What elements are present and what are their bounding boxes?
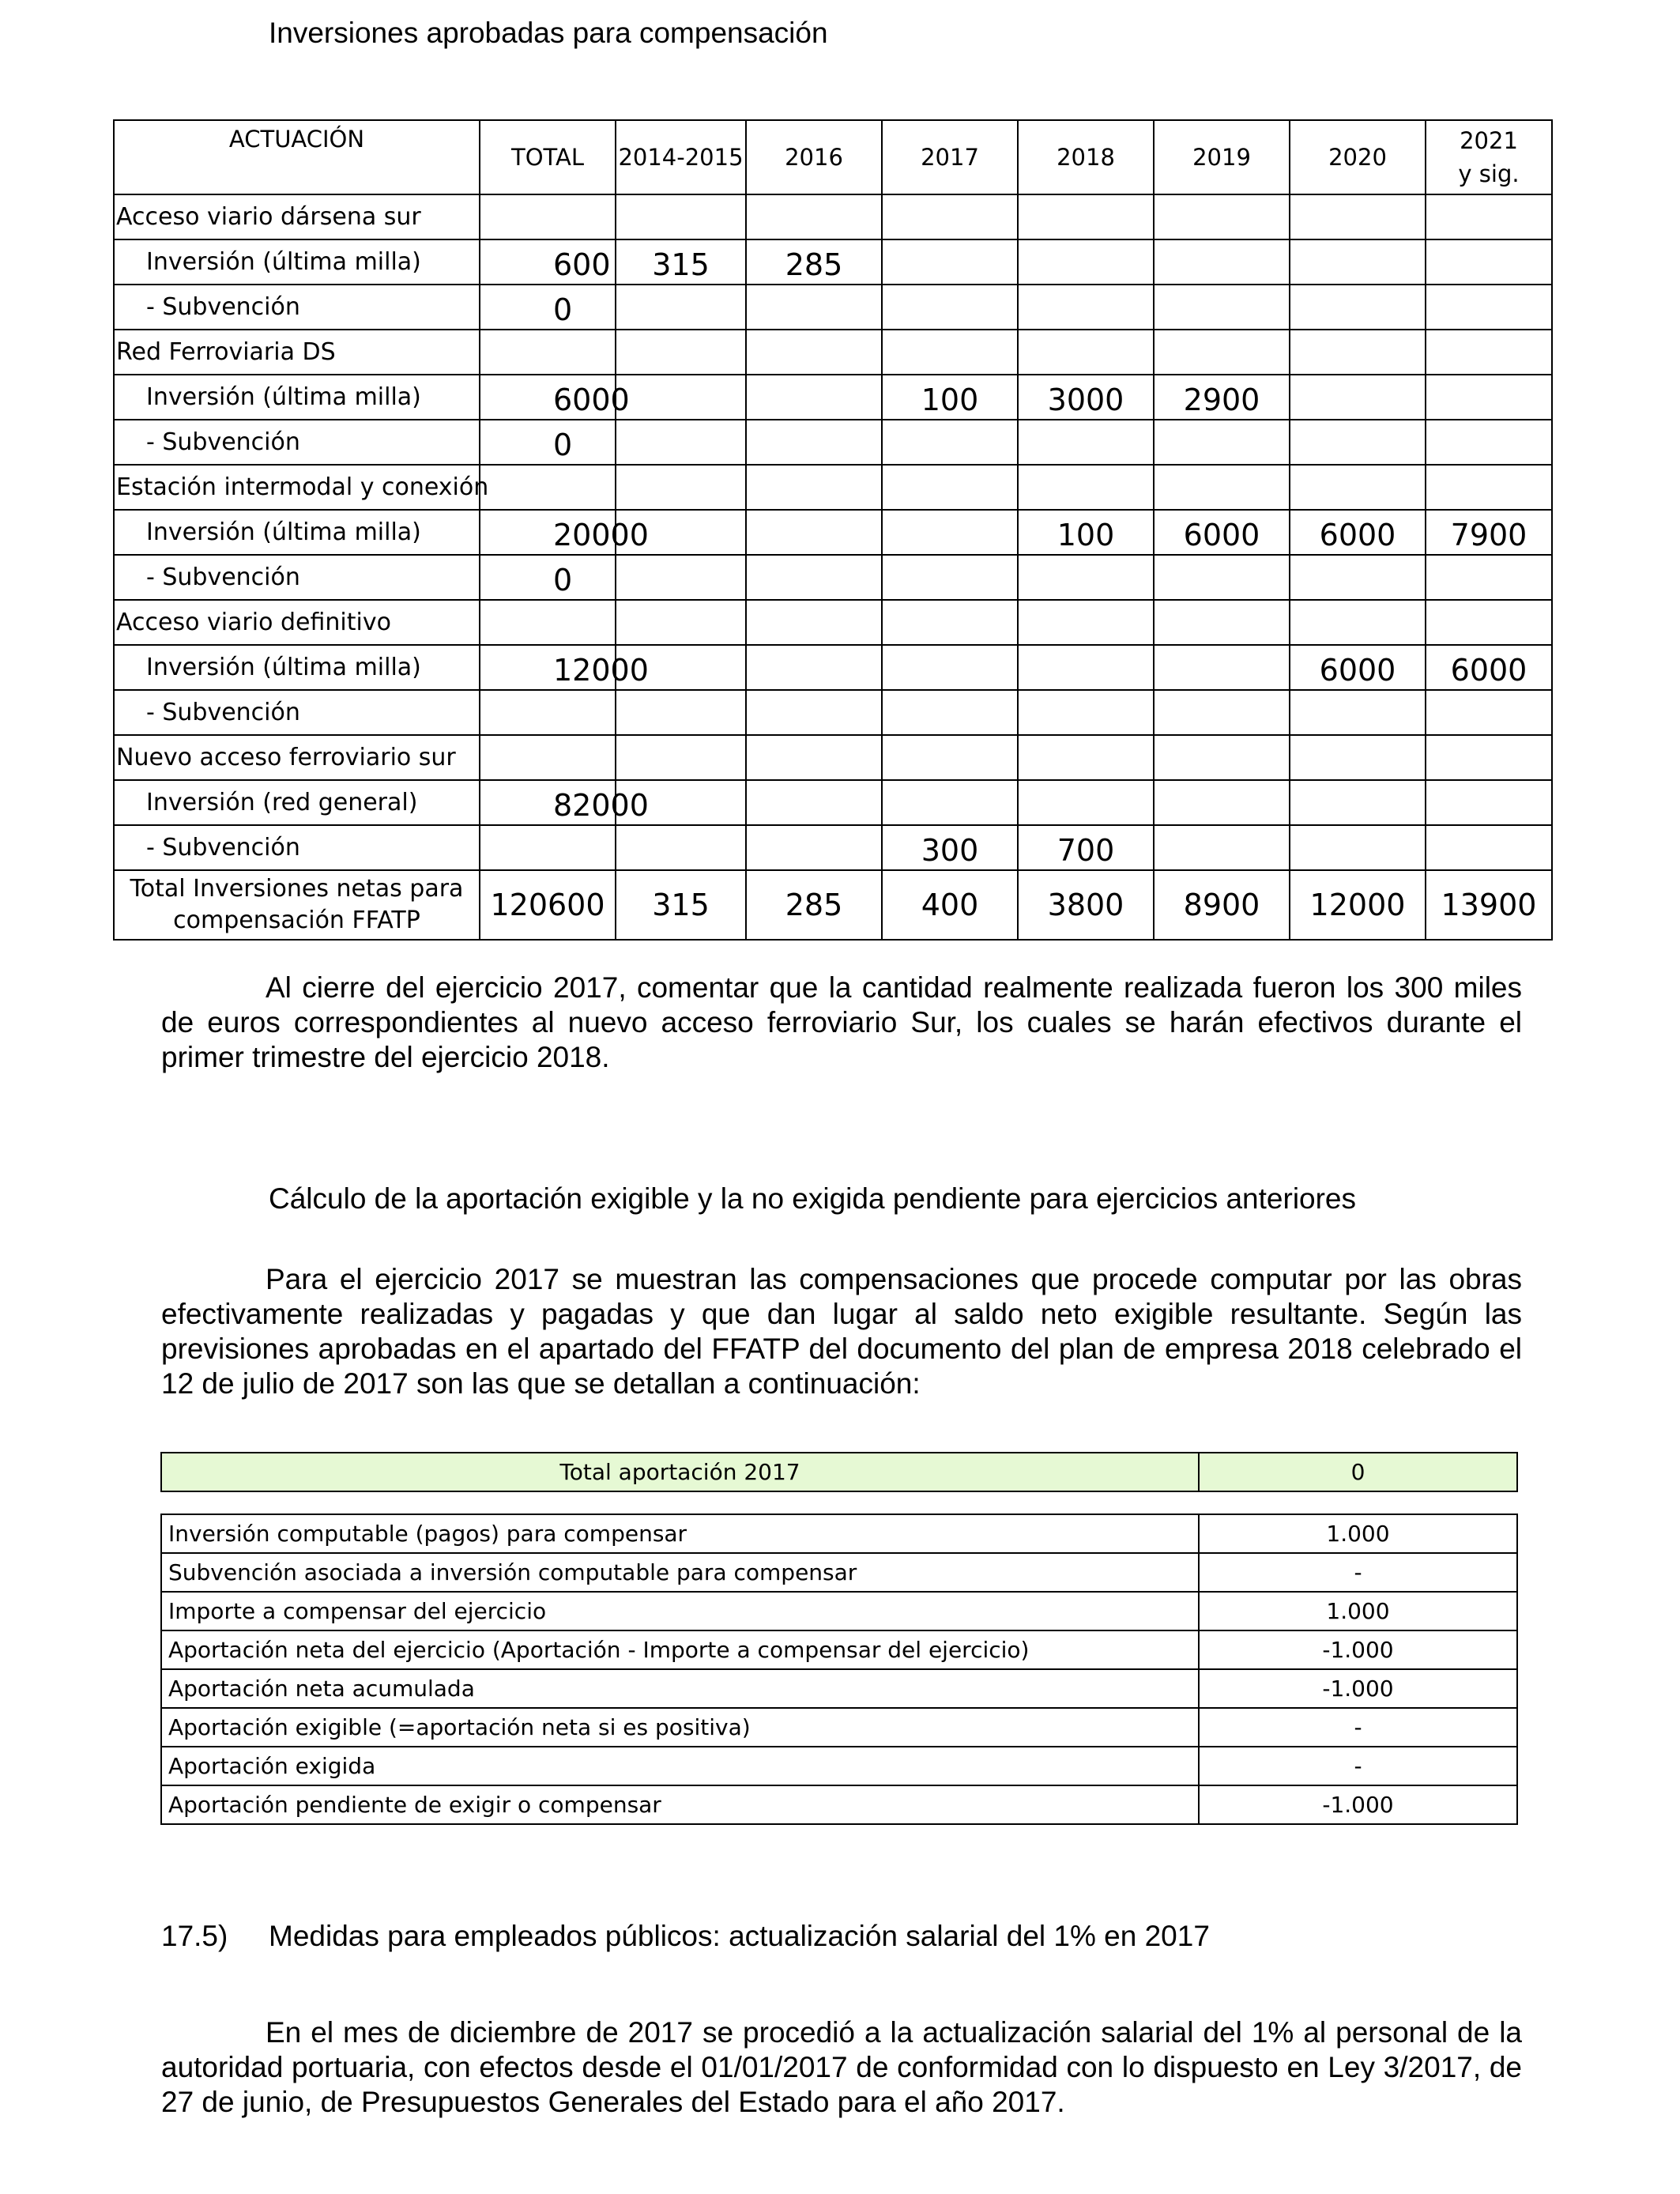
cell-value: [1426, 735, 1552, 780]
cell-value: [616, 825, 746, 870]
cell-value: [1290, 600, 1426, 645]
row-label: - Subvención: [114, 285, 480, 330]
header-2020: 2020: [1290, 120, 1426, 194]
total-value: 285: [746, 870, 882, 940]
table-row: [114, 465, 1552, 510]
total-value: 13900: [1426, 870, 1552, 940]
table-row: [114, 645, 1552, 690]
row-label: Inversión (última milla): [114, 510, 480, 555]
cell-value: [1018, 420, 1154, 465]
aportacion-value: 1.000: [1199, 1592, 1517, 1630]
aportacion-table: [160, 1514, 1518, 1825]
cell-value: [1290, 690, 1426, 735]
aportacion-value: -: [1199, 1747, 1517, 1785]
cell-value: [1426, 420, 1552, 465]
cell-value: [1018, 330, 1154, 375]
cell-value: [1018, 780, 1154, 825]
cell-value: [1154, 239, 1290, 285]
row-label: Acceso viario definitivo: [114, 600, 480, 645]
row-label: Nuevo acceso ferroviario sur: [114, 735, 480, 780]
cell-value: [882, 600, 1018, 645]
row-label: Inversión (última milla): [114, 645, 480, 690]
cell-value: [480, 690, 616, 735]
aportacion-label: Aportación exigible (=aportación neta si es positiva): [161, 1708, 1199, 1747]
row-label: - Subvención: [114, 825, 480, 870]
header-2016: 2016: [746, 120, 882, 194]
cell-value: [1290, 735, 1426, 780]
cell-value: 0: [480, 420, 616, 465]
table-row: [114, 780, 1552, 825]
cell-value: 300: [882, 825, 1018, 870]
aportacion-label: Importe a compensar del ejercicio: [161, 1592, 1199, 1630]
aportacion-label: Aportación exigida: [161, 1747, 1199, 1785]
cell-value: [1154, 645, 1290, 690]
aportacion-label: Aportación pendiente de exigir o compensar: [161, 1785, 1199, 1824]
aportacion-label: Aportación neta del ejercicio (Aportación - Importe a compensar del ejercicio): [161, 1630, 1199, 1669]
cell-value: [1426, 555, 1552, 600]
cell-value: [1018, 285, 1154, 330]
cell-value: [1154, 420, 1290, 465]
header-2019: 2019: [1154, 120, 1290, 194]
cell-value: [1426, 194, 1552, 239]
cell-value: 100: [882, 375, 1018, 420]
cell-value: [616, 465, 746, 510]
cell-value: [1154, 555, 1290, 600]
total-value: 12000: [1290, 870, 1426, 940]
cell-value: [1290, 420, 1426, 465]
cell-value: 20000: [480, 510, 616, 555]
paragraph-cierre: [161, 971, 1522, 1075]
cell-value: 0: [480, 285, 616, 330]
cell-value: [480, 825, 616, 870]
total-aportacion-table: [160, 1452, 1518, 1492]
cell-value: [616, 690, 746, 735]
cell-value: [882, 735, 1018, 780]
cell-value: [746, 420, 882, 465]
section-number: 17.5): [161, 1920, 228, 1952]
cell-value: [480, 735, 616, 780]
total-row: [114, 870, 1552, 940]
cell-value: 600: [480, 239, 616, 285]
header-2021: 2021 y sig.: [1426, 120, 1552, 194]
header-2018: 2018: [1018, 120, 1154, 194]
cell-value: [882, 690, 1018, 735]
total-value: 120600: [480, 870, 616, 940]
aportacion-value: 1.000: [1199, 1514, 1517, 1553]
aportacion-label: Aportación neta acumulada: [161, 1669, 1199, 1708]
cell-value: [480, 600, 616, 645]
cell-value: [1290, 780, 1426, 825]
cell-value: [616, 285, 746, 330]
section-title: Inversiones aprobadas para compensación: [269, 17, 828, 49]
aportacion-value: -1.000: [1199, 1630, 1517, 1669]
cell-value: [882, 194, 1018, 239]
total-aportacion-row: [161, 1453, 1517, 1491]
aportacion-row: [161, 1708, 1517, 1747]
aportacion-value: -1.000: [1199, 1785, 1517, 1824]
cell-value: [882, 285, 1018, 330]
cell-value: [1154, 690, 1290, 735]
cell-value: [1018, 465, 1154, 510]
cell-value: [616, 600, 746, 645]
paragraph-actualizacion: [161, 2015, 1522, 2120]
cell-value: [1154, 465, 1290, 510]
cell-value: [1018, 194, 1154, 239]
cell-value: [746, 194, 882, 239]
aportacion-label: Inversión computable (pagos) para compensar: [161, 1514, 1199, 1553]
total-value: 400: [882, 870, 1018, 940]
cell-value: [882, 465, 1018, 510]
row-label: - Subvención: [114, 690, 480, 735]
row-label: - Subvención: [114, 420, 480, 465]
cell-value: [882, 330, 1018, 375]
table-row: [114, 194, 1552, 239]
table-row: [114, 690, 1552, 735]
cell-value: [1154, 735, 1290, 780]
cell-value: 12000: [480, 645, 616, 690]
cell-value: [1426, 780, 1552, 825]
cell-value: 6000: [1154, 510, 1290, 555]
cell-value: [746, 465, 882, 510]
cell-value: [746, 735, 882, 780]
cell-value: [1018, 600, 1154, 645]
cell-value: [1154, 285, 1290, 330]
cell-value: [480, 194, 616, 239]
aportacion-value: -: [1199, 1553, 1517, 1592]
paragraph-actualizacion-text: En el mes de diciembre de 2017 se procedió a la actualización salarial del 1% al personal de la autoridad portuaria, con efectos desde el 01/01/2017 de conformidad con lo dispuesto en Ley 3/2017, de 27 de junio, de Presupuestos Generales del Estado para el año 2017.: [161, 2016, 1522, 2118]
aportacion-row: [161, 1514, 1517, 1553]
paragraph-cierre-text: Al cierre del ejercicio 2017, comentar que la cantidad realmente realizada fueron los 300 miles de euros correspondientes al nuevo acceso ferroviario Sur, los cuales se harán efectivos durante el primer trimestre del ejercicio 2018.: [161, 971, 1522, 1073]
paragraph-ejercicio: [161, 1262, 1522, 1401]
table-row: [114, 735, 1552, 780]
cell-value: [746, 330, 882, 375]
header-2017: 2017: [882, 120, 1018, 194]
cell-value: [746, 690, 882, 735]
cell-value: 82000: [480, 780, 616, 825]
section-title-medidas: Medidas para empleados públicos: actualización salarial del 1% en 2017: [269, 1920, 1210, 1952]
cell-value: [1018, 239, 1154, 285]
cell-value: [1426, 690, 1552, 735]
cell-value: [746, 825, 882, 870]
table-row: [114, 330, 1552, 375]
cell-value: [746, 555, 882, 600]
cell-value: [1426, 330, 1552, 375]
cell-value: 315: [616, 239, 746, 285]
total-label: Total Inversiones netas para compensación FFATP: [114, 870, 480, 940]
cell-value: [746, 510, 882, 555]
cell-value: [616, 420, 746, 465]
cell-value: 0: [480, 555, 616, 600]
cell-value: 3000: [1018, 375, 1154, 420]
cell-value: [1426, 239, 1552, 285]
cell-value: [1290, 465, 1426, 510]
aportacion-row: [161, 1669, 1517, 1708]
cell-value: [1154, 194, 1290, 239]
paragraph-ejercicio-text: Para el ejercicio 2017 se muestran las compensaciones que procede computar por las obras efectivamente realizadas y pagadas y que dan lugar al saldo neto exigible resultante. Según las previsiones aprobadas en el apartado del FFATP del documento del plan de empresa 2018 celebrado el 12 de julio de 2017 son las que se detallan a continuación:: [161, 1263, 1522, 1400]
cell-value: 6000: [1426, 645, 1552, 690]
cell-value: [1154, 600, 1290, 645]
row-label: Estación intermodal y conexión: [114, 465, 480, 510]
cell-value: [616, 375, 746, 420]
cell-value: [1018, 645, 1154, 690]
table-row: [114, 600, 1552, 645]
row-label: Inversión (última milla): [114, 375, 480, 420]
total-value: 315: [616, 870, 746, 940]
cell-value: [1426, 600, 1552, 645]
header-2014-2015: 2014-2015: [616, 120, 746, 194]
cell-value: [882, 645, 1018, 690]
aportacion-value: -: [1199, 1708, 1517, 1747]
cell-value: [1290, 375, 1426, 420]
cell-value: [616, 735, 746, 780]
cell-value: [1426, 375, 1552, 420]
table-row: [114, 555, 1552, 600]
table-row: [114, 239, 1552, 285]
aportacion-label: Subvención asociada a inversión computable para compensar: [161, 1553, 1199, 1592]
cell-value: 6000: [1290, 510, 1426, 555]
cell-value: 6000: [1290, 645, 1426, 690]
cell-value: [616, 194, 746, 239]
cell-value: [1426, 285, 1552, 330]
table-header-row: [114, 120, 1552, 194]
cell-value: [1426, 465, 1552, 510]
cell-value: [1018, 735, 1154, 780]
table-row: [114, 420, 1552, 465]
cell-value: [882, 420, 1018, 465]
table-row: [114, 285, 1552, 330]
row-label: Red Ferroviaria DS: [114, 330, 480, 375]
aportacion-row: [161, 1592, 1517, 1630]
cell-value: [882, 780, 1018, 825]
cell-value: [1290, 239, 1426, 285]
table-row: [114, 375, 1552, 420]
cell-value: [882, 510, 1018, 555]
row-label: Inversión (red general): [114, 780, 480, 825]
cell-value: [746, 645, 882, 690]
cell-value: [1290, 825, 1426, 870]
cell-value: 2900: [1154, 375, 1290, 420]
table-row: [114, 510, 1552, 555]
cell-value: [1290, 330, 1426, 375]
cell-value: [1290, 194, 1426, 239]
total-value: 3800: [1018, 870, 1154, 940]
cell-value: [616, 330, 746, 375]
cell-value: 100: [1018, 510, 1154, 555]
total-value: 8900: [1154, 870, 1290, 940]
cell-value: [882, 239, 1018, 285]
cell-value: 285: [746, 239, 882, 285]
aportacion-row: [161, 1785, 1517, 1824]
cell-value: [1018, 555, 1154, 600]
aportacion-row: [161, 1747, 1517, 1785]
cell-value: [882, 555, 1018, 600]
cell-value: [1290, 555, 1426, 600]
aportacion-row: [161, 1630, 1517, 1669]
cell-value: [746, 375, 882, 420]
section-title-calculo: Cálculo de la aportación exigible y la no exigida pendiente para ejercicios anteriores: [269, 1182, 1357, 1215]
cell-value: [1154, 825, 1290, 870]
table-row: [114, 825, 1552, 870]
cell-value: [746, 285, 882, 330]
cell-value: [1290, 285, 1426, 330]
cell-value: [1426, 825, 1552, 870]
cell-value: [1154, 330, 1290, 375]
cell-value: [480, 465, 616, 510]
aportacion-row: [161, 1553, 1517, 1592]
cell-value: 6000: [480, 375, 616, 420]
cell-value: [1154, 780, 1290, 825]
cell-value: [616, 555, 746, 600]
total-aportacion-value: 0: [1199, 1453, 1517, 1491]
cell-value: 700: [1018, 825, 1154, 870]
cell-value: [746, 780, 882, 825]
total-aportacion-label: Total aportación 2017: [161, 1453, 1199, 1491]
header-actuacion: ACTUACIÓN: [114, 120, 480, 194]
cell-value: [1018, 690, 1154, 735]
row-label: Inversión (última milla): [114, 239, 480, 285]
cell-value: [480, 330, 616, 375]
cell-value: [746, 600, 882, 645]
investment-table: [113, 119, 1553, 941]
header-total: TOTAL: [480, 120, 616, 194]
cell-value: 7900: [1426, 510, 1552, 555]
row-label: - Subvención: [114, 555, 480, 600]
row-label: Acceso viario dársena sur: [114, 194, 480, 239]
aportacion-value: -1.000: [1199, 1669, 1517, 1708]
